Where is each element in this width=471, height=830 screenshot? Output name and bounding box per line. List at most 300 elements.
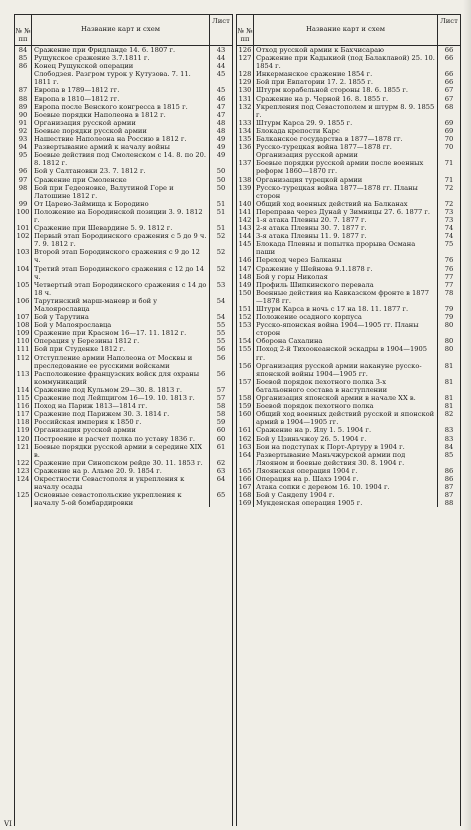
row-title: Бой у горы Николая (253, 273, 438, 281)
table-row (15, 370, 232, 386)
table-header (237, 15, 460, 46)
row-number: 84 (18, 46, 28, 54)
row-page: 59 (216, 418, 226, 427)
row-page: 62 (216, 458, 226, 467)
row-page: 81 (444, 402, 454, 411)
row-page: 52 (216, 248, 226, 257)
row-title: Сражение на р. Альме 20. 9. 1854 г. (31, 467, 210, 475)
row-page: 66 (444, 54, 454, 63)
table-row (237, 475, 460, 483)
table-row (237, 378, 460, 394)
row-title: Общий ход военных действий на Балканах (253, 200, 438, 208)
row-page: 74 (444, 224, 454, 233)
row-page: 50 (216, 183, 226, 192)
table-row (237, 95, 460, 103)
table-rows-left (15, 46, 232, 507)
row-number: 90 (18, 110, 28, 119)
header-title: Название карт и схем (254, 15, 438, 45)
row-page: 84 (444, 442, 454, 451)
table-row (237, 362, 460, 378)
row-title: Боевые порядки русской армии в середине XIX в. (31, 443, 210, 459)
table-row (237, 143, 460, 159)
table-row (237, 394, 460, 402)
table-row (15, 208, 232, 224)
row-title: Штурм Карса 29. 9. 1855 г. (253, 119, 438, 127)
row-page: 69 (444, 118, 454, 127)
row-number: 156 (238, 361, 252, 370)
row-page: 86 (444, 466, 454, 475)
row-number: 136 (238, 143, 252, 152)
row-page: 66 (444, 78, 454, 87)
row-page: 80 (444, 321, 454, 330)
row-number: 158 (238, 394, 252, 403)
table-row (15, 167, 232, 175)
table-row (15, 184, 232, 200)
row-number: 144 (238, 232, 252, 241)
row-page: 49 (216, 143, 226, 152)
row-number: 121 (16, 442, 30, 451)
table-row (237, 232, 460, 240)
row-title: 2-я атака Плевны 30. 7. 1877 г. (253, 224, 438, 232)
header-number: № № пп (15, 15, 32, 45)
row-page: 46 (216, 94, 226, 103)
row-page: 87 (444, 491, 454, 500)
table-row (15, 119, 232, 127)
table-column-left (14, 14, 233, 826)
row-title: Бой у Сандепу 1904 г. (253, 491, 438, 499)
row-page: 54 (216, 296, 226, 305)
table-row (237, 256, 460, 264)
header-page: Лист (212, 17, 230, 25)
table-row (237, 54, 460, 70)
row-page: 74 (444, 232, 454, 241)
table-row (15, 329, 232, 337)
table-row (15, 95, 232, 103)
row-title: Бой у Малоярославца (31, 321, 210, 329)
row-number: 164 (238, 450, 252, 459)
table-row (15, 248, 232, 264)
row-number: 86 (18, 62, 28, 71)
table-row (237, 467, 460, 475)
row-title: Бой у Салтановки 23. 7. 1812 г. (31, 167, 210, 175)
row-number: 105 (16, 280, 30, 289)
table-row (15, 337, 232, 345)
table-row (237, 70, 460, 78)
table-row (15, 86, 232, 94)
row-title: Русско-турецкая война 1877—1878 гг. Организация русской армии (253, 143, 438, 159)
row-number: 125 (16, 491, 30, 500)
row-number: 113 (16, 369, 30, 378)
row-number: 141 (238, 207, 252, 216)
row-number: 143 (238, 224, 252, 233)
row-number: 98 (18, 183, 28, 192)
table-row (15, 418, 232, 426)
row-number: 138 (238, 175, 252, 184)
row-number: 127 (238, 54, 252, 63)
row-number: 155 (238, 345, 252, 354)
page-edge-shadow (463, 0, 471, 830)
table-row (15, 151, 232, 167)
row-title: Блокада крепости Карс (253, 127, 438, 135)
row-number: 87 (18, 86, 28, 95)
row-title: 3-я атака Плевны 11. 9. 1877 г. (253, 232, 438, 240)
row-title: Блокада Плевны и попытка прорыва Османа паши (253, 240, 438, 256)
row-page: 47 (216, 110, 226, 119)
row-title: Организация русской армии (31, 426, 210, 434)
row-title: Бои на подступах к Порт-Артуру в 1904 г. (253, 443, 438, 451)
header-number: № № пп (237, 15, 254, 45)
row-title: Бой при Гедеоновке, Валутиной Горе и Латошине 1812 г. (31, 184, 210, 200)
table-row (237, 313, 460, 321)
row-number: 85 (18, 54, 28, 63)
row-number: 147 (238, 264, 252, 273)
row-title: Сражение при Кадыкиой (под Балаклавой) 25. 10. 1854 г. (253, 54, 438, 70)
row-number: 150 (238, 288, 252, 297)
table-row (237, 426, 460, 434)
row-title: Боевые порядки Наполеона в 1812 г. (31, 111, 210, 119)
row-page: 51 (216, 207, 226, 216)
row-number: 148 (238, 272, 252, 281)
row-page: 80 (444, 345, 454, 354)
row-title: Организация русской армии (31, 119, 210, 127)
row-title: Военные действия на Кавказском фронте в 1877—1878 гг. (253, 289, 438, 305)
table-row (237, 273, 460, 281)
header-title: Название карт и схем (32, 15, 210, 45)
row-page: 56 (216, 369, 226, 378)
row-title: Бой при Евпатории 17. 2. 1855 г. (253, 78, 438, 86)
row-page: 67 (444, 94, 454, 103)
row-page: 47 (216, 102, 226, 111)
table-row (15, 402, 232, 410)
row-number: 115 (16, 394, 30, 403)
row-number: 146 (238, 256, 252, 265)
table-row (15, 345, 232, 353)
row-title: Поход на Париж 1813—1814 гг. (31, 402, 210, 410)
row-title: Отход русской армии к Бахчисараю (253, 46, 438, 54)
table-row (15, 354, 232, 370)
row-title: Сражение на р. Ялу 1. 5. 1904 г. (253, 426, 438, 434)
row-page: 58 (216, 410, 226, 419)
row-number: 152 (238, 313, 252, 322)
row-title: Слободзея. Разгром турок у Кутузова. 7. 11. 1811 г. (31, 70, 210, 86)
row-page: 60 (216, 434, 226, 443)
table-row (15, 443, 232, 459)
table-row (237, 240, 460, 256)
row-page: 51 (216, 224, 226, 233)
table-header (15, 15, 232, 46)
row-title: Операция на р. Шахэ 1904 г. (253, 475, 438, 483)
row-title: Бой у Цзиньчжоу 26. 5. 1904 г. (253, 435, 438, 443)
row-number: 140 (238, 199, 252, 208)
table-row (15, 127, 232, 135)
row-title: Организация русской армии накануне русско-японской войны 1904—1905 гг. (253, 362, 438, 378)
table-row (15, 281, 232, 297)
table-row (15, 224, 232, 232)
table-row (15, 46, 232, 54)
row-number: 104 (16, 264, 30, 273)
row-title: Тарутинский марш-маневр и бой у Малоярославца (31, 297, 210, 313)
row-page: 50 (216, 175, 226, 184)
row-page: 81 (444, 361, 454, 370)
row-page: 71 (444, 175, 454, 184)
row-title: Боевые порядки русской армии (31, 127, 210, 135)
table-row (237, 176, 460, 184)
row-page: 63 (216, 466, 226, 475)
row-number: 89 (18, 102, 28, 111)
row-number: 122 (16, 458, 30, 467)
row-page: 75 (444, 240, 454, 249)
table-row (237, 289, 460, 305)
row-number: 118 (16, 418, 30, 427)
row-title: Боевой порядок пехотного полка (253, 402, 438, 410)
table-row (237, 345, 460, 361)
row-number: 168 (238, 491, 252, 500)
table-row (15, 386, 232, 394)
row-number: 169 (238, 499, 252, 508)
row-page: 86 (444, 474, 454, 483)
row-number: 139 (238, 183, 252, 192)
row-number: 149 (238, 280, 252, 289)
table-row (237, 435, 460, 443)
table-row (237, 86, 460, 94)
row-title: Переход через Балканы (253, 256, 438, 264)
row-page: 83 (444, 426, 454, 435)
row-number: 102 (16, 232, 30, 241)
row-number: 166 (238, 474, 252, 483)
row-page: 66 (444, 70, 454, 79)
row-page: 55 (216, 337, 226, 346)
row-page: 60 (216, 426, 226, 435)
row-page: 48 (216, 126, 226, 135)
row-page: 77 (444, 280, 454, 289)
row-page: 88 (444, 499, 454, 508)
row-number: 137 (238, 159, 252, 168)
table-row (15, 265, 232, 281)
row-page: 61 (216, 442, 226, 451)
row-page: 82 (444, 410, 454, 419)
row-number: 91 (18, 118, 28, 127)
table-row (237, 184, 460, 200)
table-row (15, 313, 232, 321)
row-title: Положение на Бородинской позиции 3. 9. 1812 г. (31, 208, 210, 224)
row-number: 154 (238, 337, 252, 346)
page-number: VI (4, 820, 12, 828)
row-number: 145 (238, 240, 252, 249)
row-title: Развертывание Маньчжурской армии под Ляояном и боевые действия 30. 8. 1904 г. (253, 451, 438, 467)
row-number: 135 (238, 135, 252, 144)
row-number: 107 (16, 313, 30, 322)
table-row (237, 119, 460, 127)
table-row (15, 491, 232, 507)
row-page: 71 (444, 159, 454, 168)
row-page: 80 (444, 337, 454, 346)
table-row (237, 451, 460, 467)
table-row (15, 321, 232, 329)
table-row (237, 78, 460, 86)
row-number: 162 (238, 434, 252, 443)
row-page: 50 (216, 167, 226, 176)
row-title: Сражение при Синопском рейде 30. 11. 1853 г. (31, 459, 210, 467)
row-page: 73 (444, 207, 454, 216)
row-title: Отступление армии Наполеона от Москвы и преследование ее русскими войсками (31, 354, 210, 370)
row-number: 111 (16, 345, 30, 354)
table-row (237, 491, 460, 499)
row-number: 88 (18, 94, 28, 103)
row-page: 54 (216, 313, 226, 322)
row-page: 66 (444, 46, 454, 54)
table-row (237, 265, 460, 273)
row-page: 64 (216, 474, 226, 483)
table-rows-right (237, 46, 460, 507)
row-number: 97 (18, 175, 28, 184)
row-number: 108 (16, 321, 30, 330)
row-title: Сражение при Смоленске (31, 176, 210, 184)
row-title: Организация японской армии в начале XX в. (253, 394, 438, 402)
row-title: Профиль Шипкинского перевала (253, 281, 438, 289)
row-page: 52 (216, 264, 226, 273)
row-page: 81 (444, 377, 454, 386)
row-title: Русско-японская война 1904—1905 гг. Планы сторон (253, 321, 438, 337)
row-number: 99 (18, 199, 28, 208)
row-page: 73 (444, 215, 454, 224)
table-row (237, 135, 460, 143)
table-row (237, 337, 460, 345)
table-row (15, 62, 232, 70)
table-row (237, 305, 460, 313)
table-row (15, 426, 232, 434)
row-number: 129 (238, 78, 252, 87)
row-title: Общий ход военных действий русской и японской армий в 1904—1905 гг. (253, 410, 438, 426)
row-title: Расположение французских войск для охраны коммуникаций (31, 370, 210, 386)
row-title: Европа в 1789—1812 гг. (31, 86, 210, 94)
row-title: Европа в 1810—1812 гг. (31, 95, 210, 103)
row-number: 119 (16, 426, 30, 435)
row-title: Бой при Студенке 1812 г. (31, 345, 210, 353)
row-number: 128 (238, 70, 252, 79)
row-number: 117 (16, 410, 30, 419)
row-title: Рущукское сражение 3.7.1811 г. (31, 54, 210, 62)
row-title: Мукденская операция 1905 г. (253, 499, 438, 507)
row-page: 72 (444, 183, 454, 192)
row-page: 49 (216, 151, 226, 160)
row-title: Европа после Венского конгресса в 1815 г. (31, 103, 210, 111)
row-title: Второй этап Бородинского сражения с 9 до 12 ч. (31, 248, 210, 264)
row-page: 45 (216, 70, 226, 79)
row-title: Бой у Тарутина (31, 313, 210, 321)
row-title: Сражение под Парижем 30. 3. 1814 г. (31, 410, 210, 418)
table-row (15, 111, 232, 119)
row-title: Третий этап Бородинского сражения с 12 до 14 ч. (31, 265, 210, 281)
row-number: 110 (16, 337, 30, 346)
table-row (15, 54, 232, 62)
row-title: Основные севастопольские укрепления к началу 5-ой бомбардировки (31, 491, 210, 507)
row-title: Операция у Березины 1812 г. (31, 337, 210, 345)
row-title: Боевые порядки русской армии после военных реформ 1860—1870 гг. (253, 159, 438, 175)
row-title: Построение и расчет полка по уставу 1836 г. (31, 435, 210, 443)
row-page: 79 (444, 313, 454, 322)
row-title: Первый этап Бородинского сражения с 5 до 9 ч. 7. 9. 1812 г. (31, 232, 210, 248)
row-title: Штурм корабельной стороны 18. 6. 1855 г. (253, 86, 438, 94)
row-number: 123 (16, 466, 30, 475)
row-number: 101 (16, 224, 30, 233)
row-page: 48 (216, 118, 226, 127)
table-row (237, 443, 460, 451)
row-number: 133 (238, 118, 252, 127)
row-number: 142 (238, 215, 252, 224)
table-row (237, 499, 460, 507)
row-page: 79 (444, 305, 454, 313)
row-number: 134 (238, 126, 252, 135)
row-page: 83 (444, 434, 454, 443)
row-number: 100 (16, 207, 30, 216)
row-title: Штурм Карса в ночь с 17 на 18. 11. 1877 г. (253, 305, 438, 313)
row-title: Окрестности Севастополя и укрепления к началу осады (31, 475, 210, 491)
table-row (237, 200, 460, 208)
table-row (15, 176, 232, 184)
row-title: Укрепления под Севастополем и штурм 8. 9. 1855 г. (253, 103, 438, 119)
row-number: 124 (16, 474, 30, 483)
header-page: Лист (440, 17, 458, 25)
row-page: 81 (444, 394, 454, 403)
row-page: 44 (216, 54, 226, 63)
row-page: 55 (216, 329, 226, 338)
row-title: Ляоянская операция 1904 г. (253, 467, 438, 475)
row-title: Развертывание армий к началу войны (31, 143, 210, 151)
row-number: 167 (238, 483, 252, 492)
row-title: Нашествие Наполеона на Россию в 1812 г. (31, 135, 210, 143)
table-row (237, 281, 460, 289)
table-row (15, 70, 232, 86)
row-number: 106 (16, 296, 30, 305)
row-title: Четвертый этап Бородинского сражения с 14 до 18 ч. (31, 281, 210, 297)
row-number: 116 (16, 402, 30, 411)
row-page: 57 (216, 385, 226, 394)
row-title: Сражение у Шейнова 9.1.1878 г. (253, 265, 438, 273)
row-number: 163 (238, 442, 252, 451)
row-page: 57 (216, 394, 226, 403)
row-number: 165 (238, 466, 252, 475)
row-number: 153 (238, 321, 252, 330)
row-title: Российская империя к 1850 г. (31, 418, 210, 426)
row-number: 112 (16, 353, 30, 362)
row-title: Атака сопки с деревом 16. 10. 1904 г. (253, 483, 438, 491)
row-page: 78 (444, 288, 454, 297)
table-row (15, 297, 232, 313)
row-number: 126 (238, 46, 252, 54)
row-page: 67 (444, 86, 454, 95)
row-title: Сражение при Фридланде 14. 6. 1807 г. (31, 46, 210, 54)
row-title: Организация турецкой армии (253, 176, 438, 184)
row-page: 55 (216, 321, 226, 330)
row-title: Сражение под Кульмом 29—30. 8. 1813 г. (31, 386, 210, 394)
table-row (15, 394, 232, 402)
table-row (15, 135, 232, 143)
row-number: 151 (238, 305, 252, 313)
row-page: 70 (444, 143, 454, 152)
table-row (237, 483, 460, 491)
row-title: Оборона Сахалина (253, 337, 438, 345)
row-title: Сражение при Красном 16—17. 11. 1812 г. (31, 329, 210, 337)
row-page: 77 (444, 272, 454, 281)
row-page: 65 (216, 491, 226, 500)
row-title: 1-я атака Плевны 20. 7. 1877 г. (253, 216, 438, 224)
row-number: 130 (238, 86, 252, 95)
row-title: Боевые действия под Смоленском с 14. 8. по 20. 8. 1812 г. (31, 151, 210, 167)
table-row (237, 402, 460, 410)
row-title: Сражение на р. Черной 16. 8. 1855 г. (253, 95, 438, 103)
table-row (15, 232, 232, 248)
row-number: 157 (238, 377, 252, 386)
